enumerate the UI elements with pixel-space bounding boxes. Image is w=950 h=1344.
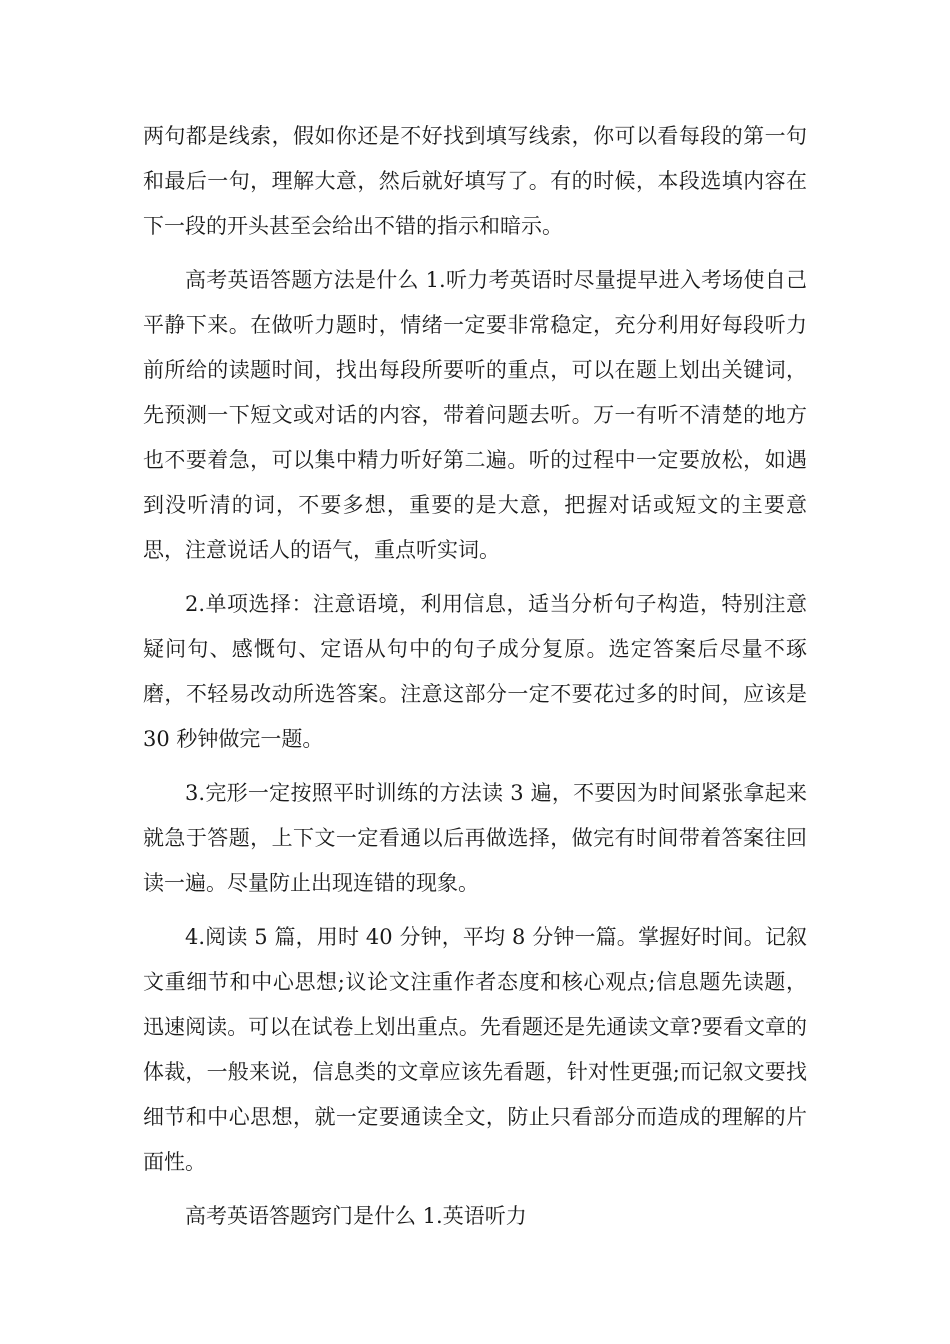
paragraph-5: 4.阅读 5 篇，用时 40 分钟，平均 8 分钟一篇。掌握好时间。记叙文重细节和中心思想;议论文注重作者态度和核心观点;信息题先读题，迅速阅读。可以在试卷上划出重点。先看题还是先通读文章?要看文章的体裁，一般来说，信息类的文章应该先看题，针对性更强;而记叙文要找细节和中心思想，就一定要通读全文，防止只看部分而造成的理解的片面性。 (143, 925, 807, 1174)
document-body (143, 114, 807, 1248)
paragraph-2: 高考英语答题方法是什么 1.听力考英语时尽量提早进入考场使自己平静下来。在做听力题时，情绪一定要非常稳定，充分利用好每段听力前所给的读题时间，找出每段所要听的重点，可以在题上划出关键词，先预测一下短文或对话的内容，带着问题去听。万一有听不清楚的地方也不要着急，可以集中精力听好第二遍。听的过程中一定要放松，如遇到没听清的词，不要多想，重要的是大意，把握对话或短文的主要意思，注意说话人的语气，重点听实词。 (143, 268, 807, 562)
paragraph-3: 2.单项选择：注意语境，利用信息，适当分析句子构造，特别注意疑问句、感慨句、定语从句中的句子成分复原。选定答案后尽量不琢磨，不轻易改动所选答案。注意这部分一定不要花过多的时间，应该是 30 秒钟做完一题。 (143, 592, 807, 751)
paragraph-4: 3.完形一定按照平时训练的方法读 3 遍，不要因为时间紧张拿起来就急于答题，上下文一定看通以后再做选择，做完有时间带着答案往回读一遍。尽量防止出现连错的现象。 (143, 781, 807, 895)
paragraph-6: 高考英语答题窍门是什么 1.英语听力 (185, 1204, 527, 1228)
paragraph-1: 两句都是线索，假如你还是不好找到填写线索，你可以看每段的第一句和最后一句，理解大意，然后就好填写了。有的时候，本段选填内容在下一段的开头甚至会给出不错的指示和暗示。 (143, 124, 807, 238)
